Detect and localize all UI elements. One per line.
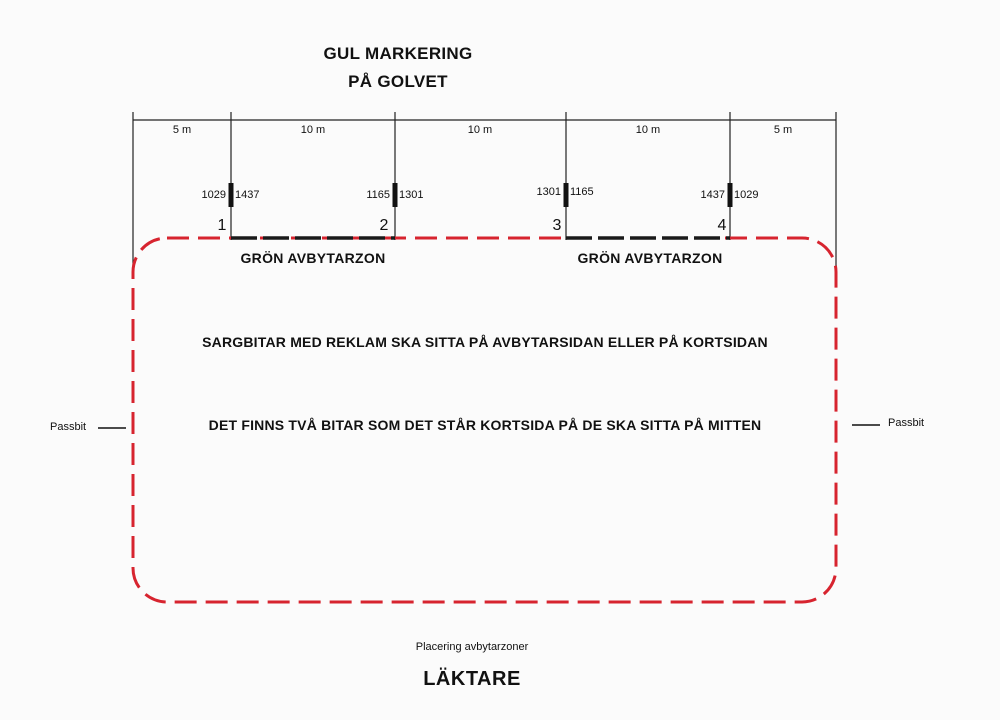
- footer-title: LÄKTARE: [423, 668, 521, 690]
- footer-caption: Placering avbytarzoner: [415, 641, 529, 653]
- header-title-line1: GUL MARKERING: [323, 44, 473, 63]
- post-2-left-code: 1165: [366, 189, 390, 201]
- post-3-right-code: 1165: [570, 186, 594, 198]
- post-1-number: 1: [217, 217, 227, 234]
- rink-note-short-side: DET FINNS TVÅ BITAR SOM DET STÅR KORTSIDA PÅ DE SKA SITTA PÅ MITTEN: [208, 417, 762, 433]
- post-mark-4: [728, 183, 733, 207]
- distance-label: 5 m: [773, 124, 793, 136]
- post-mark-3: [564, 183, 569, 207]
- post-4-right-code: 1029: [734, 189, 759, 201]
- substitution-zone-label-1: GRÖN AVBYTARZON: [240, 250, 386, 266]
- post-2-number: 2: [379, 217, 389, 234]
- post-4-left-code: 1437: [700, 189, 725, 201]
- distance-label: 5 m: [172, 124, 192, 136]
- header-title-line2: PÅ GOLVET: [348, 72, 448, 91]
- distance-label: 10 m: [300, 124, 326, 136]
- post-1-left-code: 1029: [201, 189, 226, 201]
- passbit-label-right: Passbit: [888, 417, 925, 429]
- post-3-left-code: 1301: [536, 186, 561, 198]
- post-4-number: 4: [717, 217, 727, 234]
- substitution-zone-label-2: GRÖN AVBYTARZON: [577, 250, 723, 266]
- distance-label: 10 m: [635, 124, 661, 136]
- post-3-number: 3: [552, 217, 562, 234]
- post-mark-2: [393, 183, 398, 207]
- post-1-right-code: 1437: [235, 189, 260, 201]
- post-2-right-code: 1301: [399, 189, 424, 201]
- rink-note-advertising: SARGBITAR MED REKLAM SKA SITTA PÅ AVBYTARSIDAN ELLER PÅ KORTSIDAN: [202, 334, 768, 350]
- post-mark-1: [229, 183, 234, 207]
- distance-label: 10 m: [467, 124, 493, 136]
- passbit-label-left: Passbit: [50, 421, 87, 433]
